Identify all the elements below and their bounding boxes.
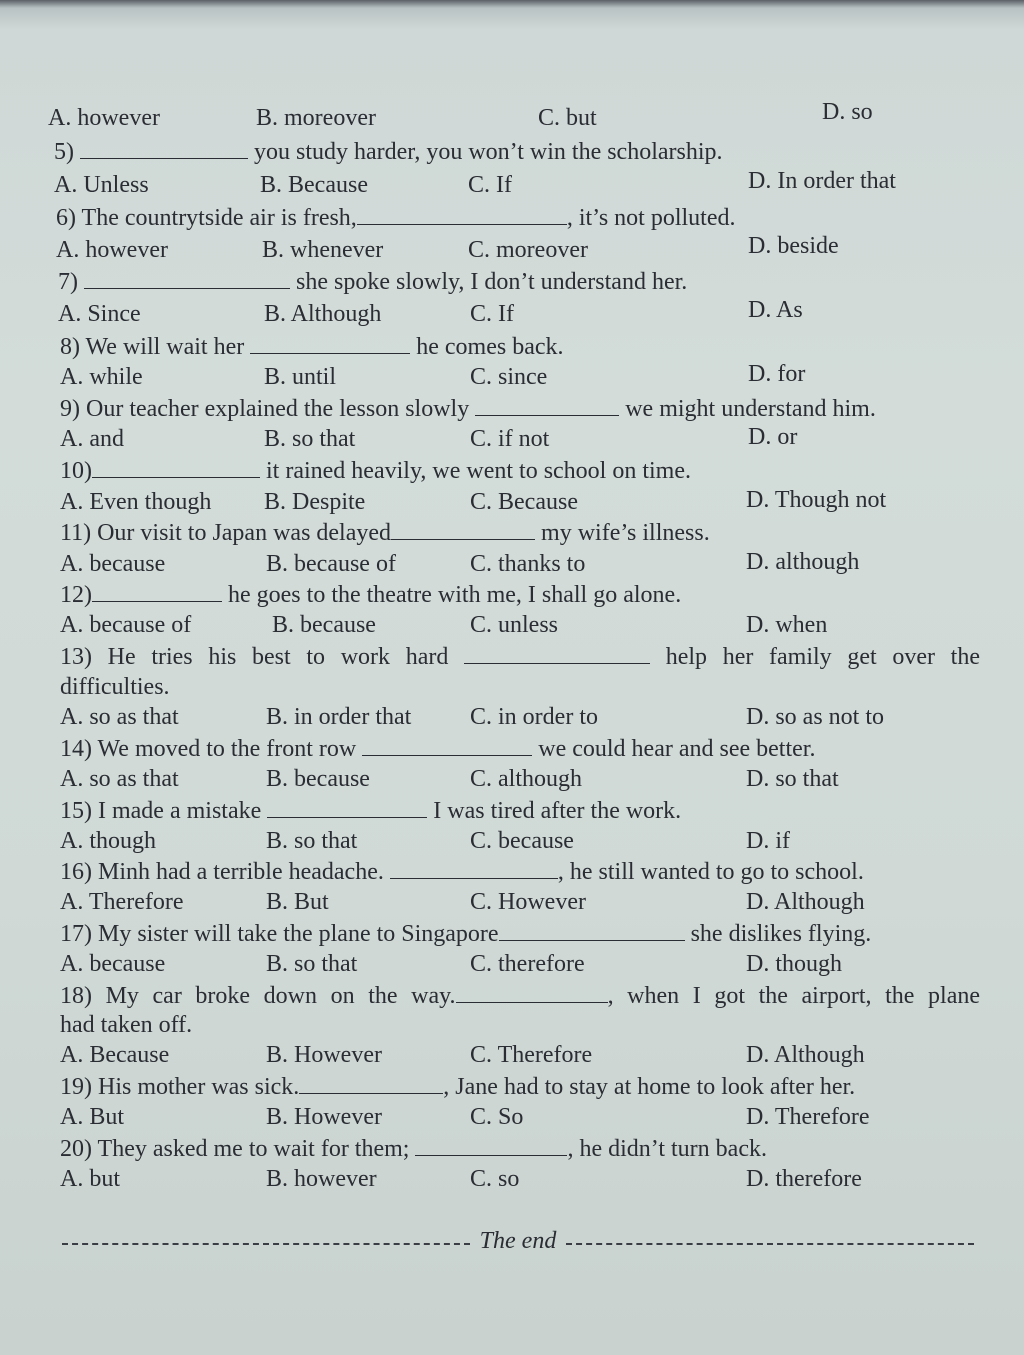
question-text-pre: 10) <box>60 458 92 484</box>
question-text-post: I was tired after the work. <box>433 798 682 824</box>
question-20 <box>0 1133 1024 1163</box>
option-b: B. But <box>266 889 329 915</box>
option-c: C. if not <box>470 426 550 452</box>
question-text-continued: difficulties. <box>60 674 170 700</box>
option-d: D. though <box>746 951 842 977</box>
question-16-options <box>0 887 1024 917</box>
option-b: B. However <box>266 1104 382 1130</box>
option-b: B. until <box>264 364 337 390</box>
option-d: D. so <box>822 99 873 125</box>
q4-options-row <box>0 99 1024 133</box>
question-11-options <box>0 549 1024 579</box>
option-c: C. in order to <box>470 704 598 730</box>
option-c: C. thanks to <box>470 551 586 577</box>
question-text-pre: 19) His mother was sick. <box>60 1074 300 1100</box>
option-a: A. But <box>60 1104 125 1130</box>
question-text-post: my wife’s illness. <box>541 520 710 546</box>
option-d: D. As <box>748 297 803 323</box>
answer-blank[interactable] <box>475 393 619 416</box>
option-a: A. Even though <box>60 489 212 515</box>
question-text-pre: 18) My car broke down on the way. <box>60 983 456 1009</box>
option-b: B. moreover <box>256 105 376 131</box>
option-a: A. however <box>56 237 168 263</box>
question-text-post: you study harder, you won’t win the scholarship. <box>254 139 723 165</box>
option-c: C. If <box>470 301 514 327</box>
question-text-post: , he didn’t turn back. <box>567 1136 767 1162</box>
question-text-pre: 9) Our teacher explained the lesson slowly <box>60 396 470 422</box>
option-c: C. therefore <box>470 951 585 977</box>
question-text-post: , it’s not polluted. <box>566 205 736 231</box>
option-c: C. although <box>470 766 582 792</box>
question-6 <box>0 202 1024 232</box>
option-b: B. so that <box>266 828 358 854</box>
question-10 <box>0 455 1024 485</box>
option-a: A. so as that <box>60 704 179 730</box>
question-text-post: , he still wanted to go to school. <box>557 859 864 885</box>
option-b: B. Although <box>264 301 382 327</box>
question-17-options <box>0 949 1024 979</box>
answer-blank[interactable] <box>415 1133 567 1156</box>
option-c: C. since <box>470 364 548 390</box>
question-15-options <box>0 826 1024 856</box>
end-label: The end <box>479 1227 557 1254</box>
option-b: B. because <box>266 766 370 792</box>
question-text-pre: 15) I made a mistake <box>60 798 262 824</box>
option-a: A. because of <box>60 612 192 638</box>
option-d: D. if <box>746 828 790 854</box>
option-a: A. Because <box>60 1042 170 1068</box>
question-text-pre: 11) Our visit to Japan was delayed <box>60 520 392 546</box>
option-d: D. Although <box>746 1042 865 1068</box>
option-b: B. because <box>272 612 376 638</box>
question-text-pre: 20) They asked me to wait for them; <box>60 1136 410 1162</box>
question-text-pre: 14) We moved to the front row <box>60 736 357 762</box>
option-d: D. when <box>746 612 828 638</box>
option-d: D. so that <box>746 766 839 792</box>
answer-blank[interactable] <box>464 641 650 664</box>
question-text-post: , when I got the airport, the plane <box>607 983 980 1009</box>
option-d: D. although <box>746 549 860 575</box>
question-19-options <box>0 1102 1024 1132</box>
question-16 <box>0 856 1024 886</box>
question-8-options <box>0 362 1024 392</box>
question-18 <box>0 980 1024 1010</box>
footer-end-line <box>62 1226 974 1256</box>
answer-blank[interactable] <box>362 733 532 756</box>
option-c: C. unless <box>470 612 559 638</box>
option-a: A. however <box>48 105 160 131</box>
option-a: A. Unless <box>54 172 149 198</box>
option-d: D. or <box>748 424 798 450</box>
question-12-options <box>0 610 1024 640</box>
question-14-options <box>0 764 1024 794</box>
question-15 <box>0 795 1024 825</box>
question-text-post: it rained heavily, we went to school on time. <box>266 458 692 484</box>
question-text-post: he comes back. <box>416 334 564 360</box>
option-c: C. because <box>470 828 574 854</box>
answer-blank[interactable] <box>357 202 567 225</box>
option-a: A. though <box>60 828 156 854</box>
option-c: C. However <box>470 889 586 915</box>
question-18-options <box>0 1040 1024 1070</box>
option-b: B. however <box>266 1166 377 1192</box>
dashed-divider-left <box>62 1243 470 1245</box>
question-text-post: he goes to the theatre with me, I shall go alone. <box>228 582 682 608</box>
question-19 <box>0 1071 1024 1101</box>
option-b: B. Because <box>260 172 368 198</box>
question-7 <box>0 266 1024 296</box>
question-text-pre: 13) He tries his best to work hard <box>60 644 449 670</box>
question-text-post: she spoke slowly, I don’t understand her. <box>296 269 688 295</box>
option-a: A. and <box>60 426 124 452</box>
question-14 <box>0 733 1024 763</box>
question-text-post: we could hear and see better. <box>538 736 816 762</box>
option-b: B. in order that <box>266 704 412 730</box>
question-13-options <box>0 702 1024 732</box>
option-c: C. So <box>470 1104 524 1130</box>
question-text-pre: 6) The countrytside air is fresh, <box>56 205 357 231</box>
question-17 <box>0 918 1024 948</box>
question-text-continued: had taken off. <box>60 1012 193 1038</box>
option-d: D. so as not to <box>746 704 884 730</box>
dashed-divider-right <box>566 1243 974 1245</box>
option-a: A. Therefore <box>60 889 184 915</box>
option-d: D. In order that <box>748 168 896 194</box>
question-13 <box>0 641 1024 671</box>
question-6-options <box>0 235 1024 265</box>
option-c: C. Therefore <box>470 1042 593 1068</box>
question-18-continued <box>0 1010 1024 1040</box>
option-a: A. so as that <box>60 766 179 792</box>
question-9 <box>0 393 1024 423</box>
answer-blank[interactable] <box>456 980 608 1003</box>
option-d: D. for <box>748 361 806 387</box>
option-b: B. whenever <box>262 237 384 263</box>
question-text-post: she dislikes flying. <box>690 921 872 947</box>
option-b: B. Despite <box>264 489 366 515</box>
answer-blank[interactable] <box>499 918 685 941</box>
answer-blank[interactable] <box>250 331 410 354</box>
answer-blank[interactable] <box>267 795 427 818</box>
answer-blank[interactable] <box>391 517 535 540</box>
option-c: C. so <box>470 1166 520 1192</box>
question-12 <box>0 579 1024 609</box>
option-d: D. Though not <box>746 487 887 513</box>
answer-blank[interactable] <box>80 136 248 159</box>
answer-blank[interactable] <box>92 455 260 478</box>
question-text-pre: 12) <box>60 582 92 608</box>
answer-blank[interactable] <box>390 856 558 879</box>
option-d: D. Although <box>746 889 865 915</box>
question-text-pre: 17) My sister will take the plane to Singapore <box>60 921 499 947</box>
question-text-pre: 5) <box>54 139 74 165</box>
option-c: C. If <box>468 172 512 198</box>
question-13-continued <box>0 672 1024 702</box>
question-5 <box>0 136 1024 166</box>
option-b: B. so that <box>264 426 356 452</box>
option-b: B. because of <box>266 551 396 577</box>
question-text-post: we might understand him. <box>625 396 876 422</box>
question-10-options <box>0 487 1024 517</box>
question-9-options <box>0 424 1024 454</box>
option-a: A. while <box>60 364 143 390</box>
question-11 <box>0 517 1024 547</box>
option-d: D. beside <box>748 233 839 259</box>
option-a: A. because <box>60 951 166 977</box>
question-5-options <box>0 170 1024 200</box>
option-c: C. Because <box>470 489 578 515</box>
question-text-pre: 7) <box>58 269 78 295</box>
question-text-pre: 16) Minh had a terrible headache. <box>60 859 384 885</box>
question-8 <box>0 331 1024 361</box>
answer-blank[interactable] <box>92 579 222 602</box>
question-7-options <box>0 299 1024 329</box>
option-d: D. therefore <box>746 1166 862 1192</box>
option-a: A. but <box>60 1166 120 1192</box>
option-a: A. because <box>60 551 166 577</box>
question-text-post: , Jane had to stay at home to look after her. <box>443 1074 856 1100</box>
option-c: C. but <box>538 105 597 131</box>
question-20-options <box>0 1164 1024 1194</box>
answer-blank[interactable] <box>299 1071 443 1094</box>
option-d: D. Therefore <box>746 1104 870 1130</box>
question-text-pre: 8) We will wait her <box>60 334 245 360</box>
option-b: B. so that <box>266 951 358 977</box>
option-c: C. moreover <box>468 237 588 263</box>
question-text-post: help her family get over the <box>665 644 981 670</box>
option-b: B. However <box>266 1042 382 1068</box>
option-a: A. Since <box>58 301 141 327</box>
answer-blank[interactable] <box>84 266 290 289</box>
